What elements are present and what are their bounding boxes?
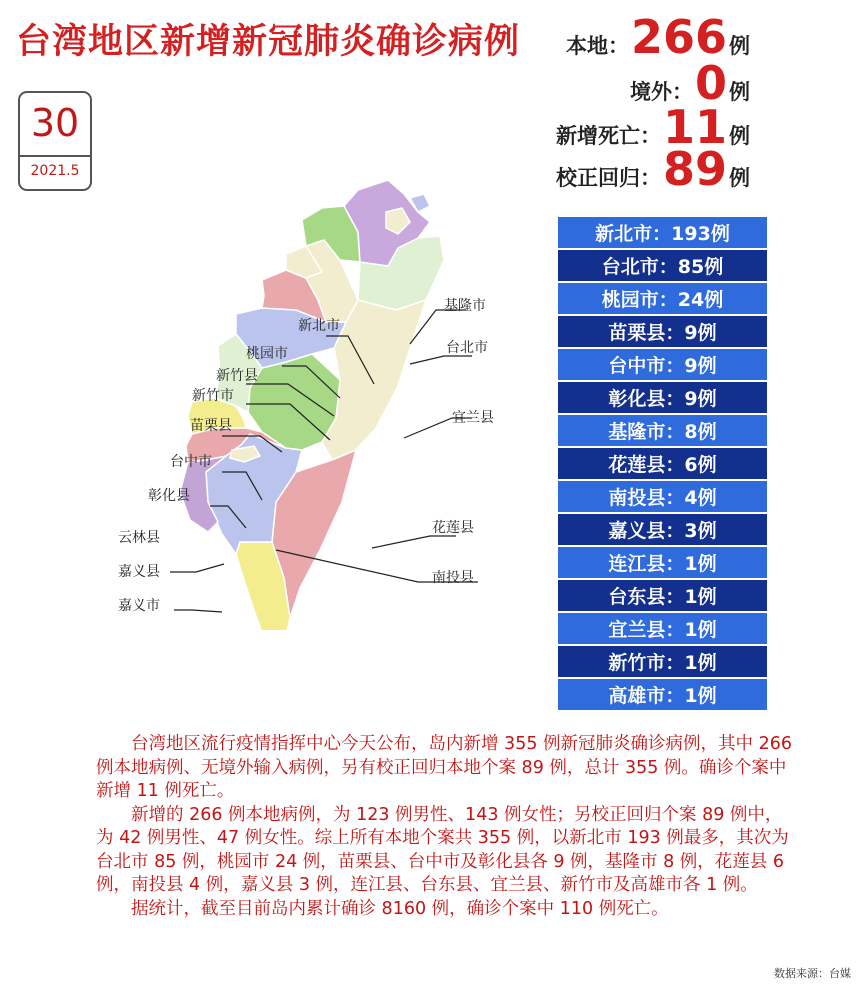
region-case-row: 连江县：1例 — [558, 547, 767, 578]
summary-paragraph: 台湾地区流行疫情指挥中心今天公布，岛内新增 355 例新冠肺炎确诊病例，其中 266 例本地病例、无境外输入病例，另有校正回归本地个案 89 例，总计 355 例。确诊个案中新增 11 例死亡。 — [96, 734, 792, 801]
region-case-row: 桃园市：24例 — [558, 283, 767, 314]
stat-label: 新增死亡： — [555, 124, 661, 148]
map-label-taoyuan: 桃园市 — [246, 346, 288, 362]
stat-value: 266 — [630, 10, 727, 64]
map-label-chiayi-city: 嘉义市 — [118, 598, 160, 614]
date-day: 30 — [30, 101, 80, 145]
summary-paragraph: 新增的 266 例本地病例，为 123 例男性、143 例女性；另校正回归个案 89 例中，为 42 例男性、47 例女性。综上所有本地个案共 355 例，以新北市 193 例最多，其次为台北市 85 例，桃园市 24 例，苗栗县、台中市及彰化县各 9 例，基隆市 8 例，花莲县 6 例，南投县 4 例，嘉义县 3 例，连江县、台东县、宜兰县、新竹市及高雄市各 1 例。 — [96, 804, 789, 895]
page-title: 台湾地区新增新冠肺炎确诊病例 — [16, 22, 521, 62]
map-label-yilan: 宜兰县 — [452, 410, 494, 426]
region-case-row: 新北市：193例 — [558, 217, 767, 248]
map-label-yunlin: 云林县 — [118, 530, 160, 546]
map-label-changhua: 彰化县 — [148, 488, 190, 504]
region-case-row: 新竹市：1例 — [558, 646, 767, 677]
region-case-row: 苗栗县：9例 — [558, 316, 767, 347]
region-case-row: 南投县：4例 — [558, 481, 767, 512]
stat-label: 境外： — [629, 80, 693, 104]
region-case-row: 台中市：9例 — [558, 349, 767, 380]
date-year-month: 2021.5 — [30, 163, 80, 179]
region-case-row: 高雄市：1例 — [558, 679, 767, 710]
stat-value: 0 — [694, 56, 727, 110]
map-label-keelung: 基隆市 — [444, 298, 486, 314]
stat-value: 89 — [662, 142, 727, 196]
stat-value: 11 — [662, 100, 727, 154]
stat-backlog — [555, 142, 750, 196]
region-case-row: 基隆市：8例 — [558, 415, 767, 446]
region-case-row: 宜兰县：1例 — [558, 613, 767, 644]
stat-unit: 例 — [729, 124, 750, 148]
region-case-row: 台北市：85例 — [558, 250, 767, 281]
map-label-newtaipei: 新北市 — [298, 318, 340, 334]
map-label-hsinchu-city: 新竹市 — [192, 388, 234, 404]
summary-text — [96, 733, 796, 921]
region-case-row: 彰化县：9例 — [558, 382, 767, 413]
map-label-hsinchu-county: 新竹县 — [216, 368, 258, 384]
data-source: 数据来源：台媒 — [774, 967, 851, 980]
stat-label: 本地： — [565, 34, 629, 58]
region-case-row: 花莲县：6例 — [558, 448, 767, 479]
map-label-nantou: 南投县 — [432, 570, 474, 586]
stat-label: 校正回归： — [555, 166, 661, 190]
map-label-chiayi-county: 嘉义县 — [118, 564, 160, 580]
map-label-taipei: 台北市 — [446, 340, 488, 356]
stat-local — [565, 10, 750, 64]
stat-unit: 例 — [729, 166, 750, 190]
region-case-row: 嘉义县：3例 — [558, 514, 767, 545]
map-label-taichung: 台中市 — [170, 454, 212, 470]
stat-unit: 例 — [729, 80, 750, 104]
cases-by-region-table — [558, 217, 767, 712]
map-label-hualien: 花莲县 — [432, 520, 474, 536]
map-label-miaoli: 苗栗县 — [190, 418, 232, 434]
stat-unit: 例 — [729, 34, 750, 58]
taiwan-map — [0, 150, 560, 630]
summary-paragraph: 据统计，截至目前岛内累计确诊 8160 例，确诊个案中 110 例死亡。 — [131, 898, 669, 919]
region-case-row: 台东县：1例 — [558, 580, 767, 611]
